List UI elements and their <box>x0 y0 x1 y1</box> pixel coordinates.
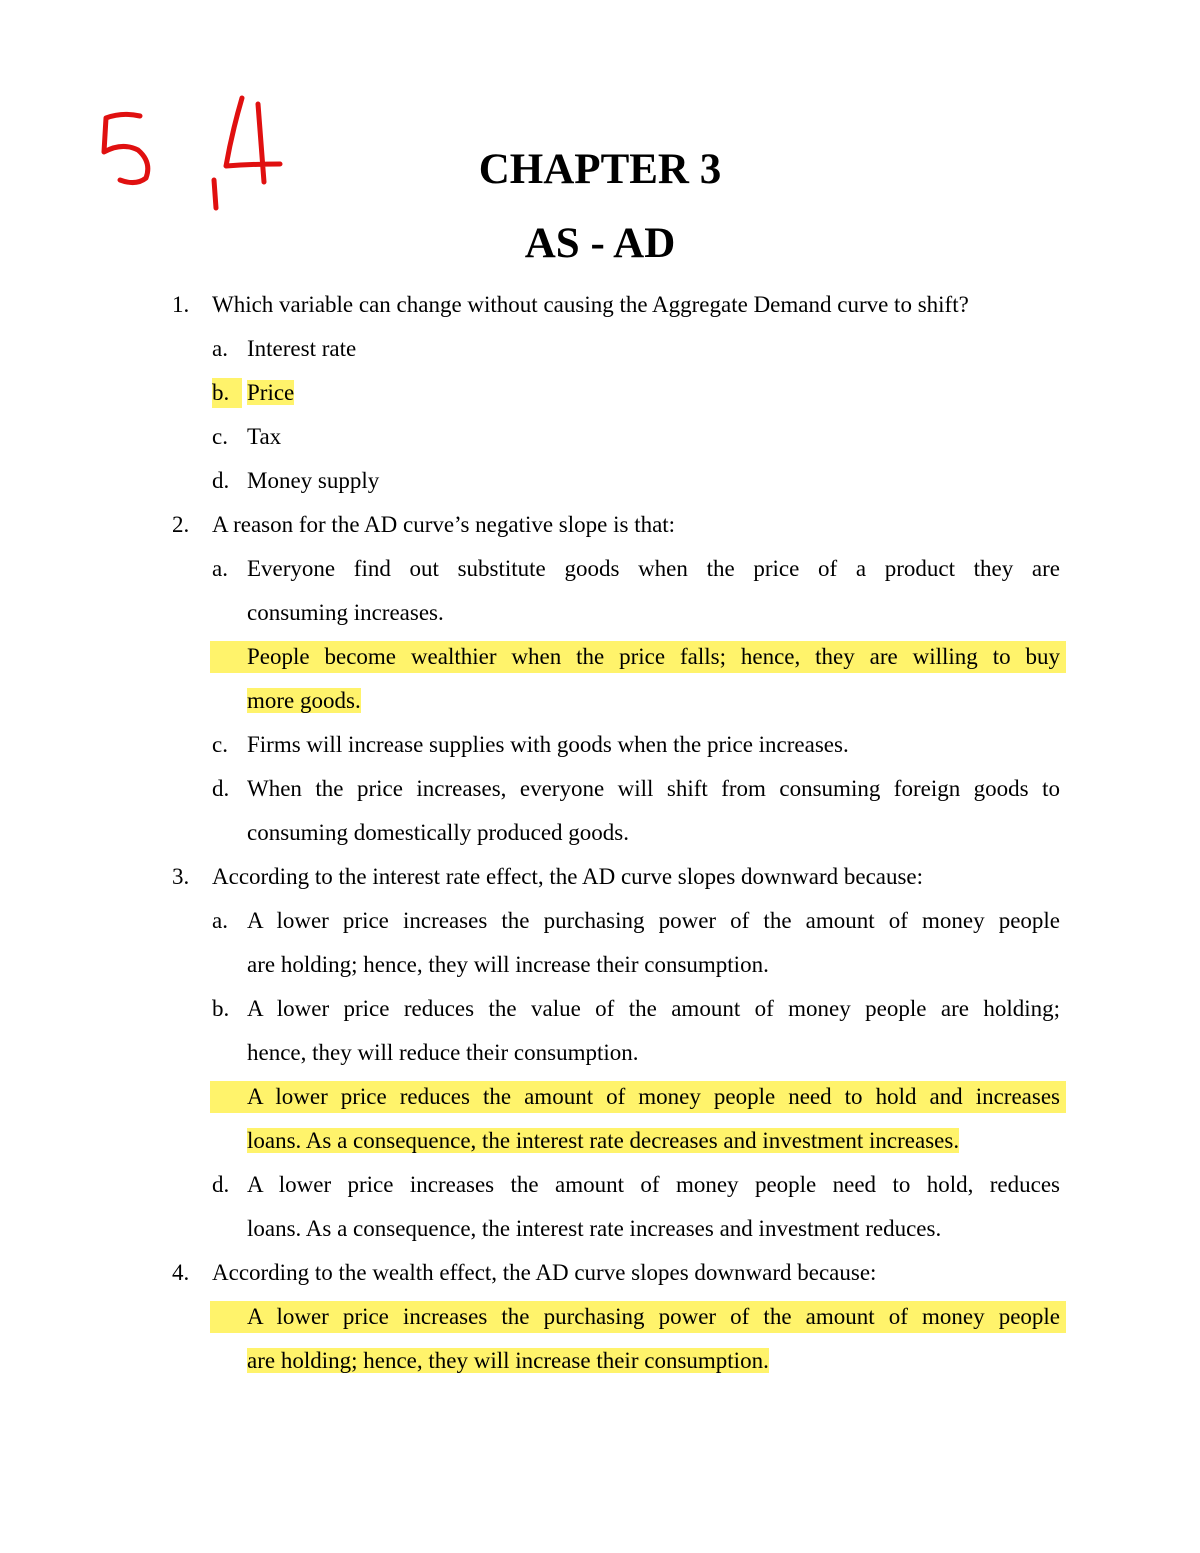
option-letter: d. <box>212 776 230 801</box>
option-letter: c. <box>212 424 228 449</box>
question-text: According to the interest rate effect, the AD curve slopes downward because: <box>212 864 924 889</box>
option-text: Everyone find out substitute goods when the price of a product they are <box>247 556 1060 581</box>
option-text: Tax <box>247 424 282 449</box>
option-text: People become wealthier when the price falls; hence, they are willing to buy <box>247 644 1060 669</box>
topic-title: AS - AD <box>524 220 676 267</box>
option-letter: b. <box>212 378 242 408</box>
highlighted-answer-text: Price <box>247 380 295 405</box>
highlighted-answer-text: more goods. <box>247 688 361 713</box>
question-number: 4. <box>172 1260 190 1285</box>
question-number: 2. <box>172 512 190 537</box>
option-letter: d. <box>212 468 230 493</box>
option-text: A lower price increases the purchasing power of the amount of money people <box>247 1304 1060 1329</box>
option-letter: a. <box>212 556 228 581</box>
option-text <box>247 378 1060 408</box>
option-text: are holding; hence, they will increase their consumption. <box>247 952 769 977</box>
option-text: Firms will increase supplies with goods when the price increases. <box>247 732 849 757</box>
option-text: A lower price reduces the value of the amount of money people are holding; <box>247 996 1060 1021</box>
option-text <box>247 1346 1060 1376</box>
question-number: 1. <box>172 292 190 317</box>
option-text <box>247 686 1060 716</box>
question-number: 3. <box>172 864 190 889</box>
highlighted-answer-text: are holding; hence, they will increase their consumption. <box>247 1348 769 1373</box>
option-text <box>247 1126 1060 1156</box>
option-letter: b. <box>212 996 230 1021</box>
option-letter: a. <box>212 908 228 933</box>
question-text: A reason for the AD curve’s negative slope is that: <box>212 512 676 537</box>
option-text: Interest rate <box>247 336 357 361</box>
option-text: loans. As a consequence, the interest rate increases and investment reduces. <box>247 1216 942 1241</box>
chapter-title: CHAPTER 3 <box>478 146 722 193</box>
option-text: A lower price reduces the amount of money people need to hold and increases <box>247 1084 1060 1109</box>
question-text: Which variable can change without causing the Aggregate Demand curve to shift? <box>212 292 969 317</box>
option-text: consuming increases. <box>247 600 444 625</box>
option-letter: a. <box>212 336 228 361</box>
highlighted-answer-text: loans. As a consequence, the interest rate decreases and investment increases. <box>247 1128 960 1153</box>
option-text: A lower price increases the purchasing power of the amount of money people <box>247 908 1060 933</box>
option-letter: c. <box>212 732 228 757</box>
option-text: A lower price increases the amount of money people need to hold, reduces <box>247 1172 1060 1197</box>
option-text: Money supply <box>247 468 380 493</box>
option-text: consuming domestically produced goods. <box>247 820 629 845</box>
option-text: When the price increases, everyone will shift from consuming foreign goods to <box>247 776 1060 801</box>
question-text: According to the wealth effect, the AD curve slopes downward because: <box>212 1260 877 1285</box>
option-text: hence, they will reduce their consumption. <box>247 1040 639 1065</box>
option-letter: d. <box>212 1172 230 1197</box>
